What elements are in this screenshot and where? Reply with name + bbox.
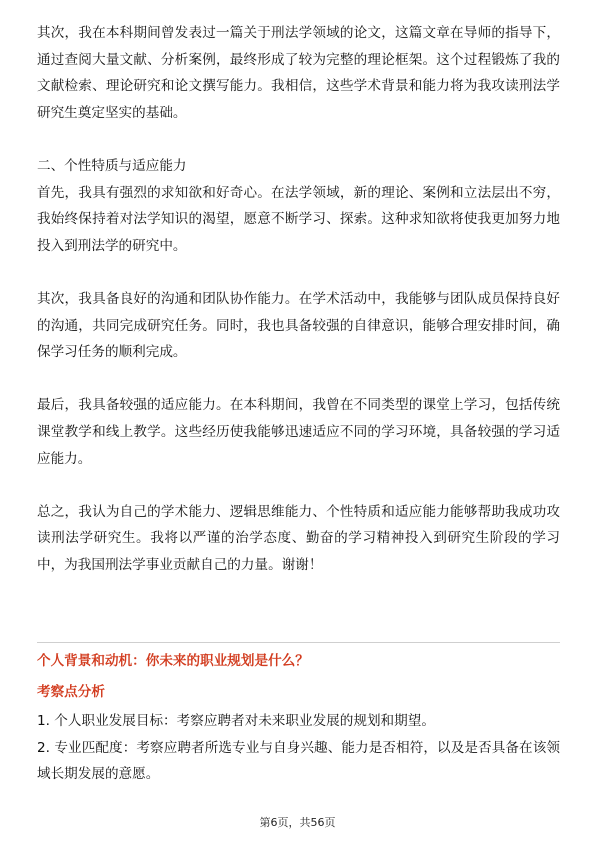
section-divider	[37, 642, 560, 643]
paragraph-curiosity: 首先，我具有强烈的求知欲和好奇心。在法学领域，新的理论、案例和立法层出不穷，我始终保持着对法学知识的渴望，愿意不断学习、探索。这种求知欲将使我更加努力地投入到刑法学的研究中。	[37, 184, 560, 254]
analysis-heading: 考察点分析	[37, 684, 105, 700]
body-content	[37, 20, 560, 578]
question-title: 个人背景和动机：你未来的职业规划是什么？	[37, 653, 309, 669]
list-item: 1. 个人职业发展目标：考察应聘者对未来职业发展的规划和期望。	[37, 713, 435, 729]
section-heading-personality: 二、个性特质与适应能力	[37, 157, 187, 174]
paragraph-academic-paper: 其次，我在本科期间曾发表过一篇关于刑法学领域的论文，这篇文章在导师的指导下，通过查阅大量文献、分析案例，最终形成了较为完整的理论框架。这个过程锻炼了我的文献检索、理论研究和论文撰写能力。我相信，这些学术背景和能力将为我攻读刑法学研究生奠定坚实的基础。	[37, 25, 560, 121]
analysis-list	[37, 708, 560, 788]
list-item: 2. 专业匹配度：考察应聘者所选专业与自身兴趣、能力是否相符，以及是否具备在该领域长期发展的意愿。	[37, 739, 560, 783]
paragraph-adaptability: 最后，我具备较强的适应能力。在本科期间，我曾在不同类型的课堂上学习，包括传统课堂教学和线上教学。这些经历使我能够迅速适应不同的学习环境，具备较强的学习适应能力。	[37, 397, 560, 467]
page-number: 第6页，共56页	[259, 816, 336, 829]
paragraph-teamwork: 其次，我具备良好的沟通和团队协作能力。在学术活动中，我能够与团队成员保持良好的沟通，共同完成研究任务。同时，我也具备较强的自律意识，能够合理安排时间，确保学习任务的顺利完成。	[37, 290, 560, 361]
paragraph-conclusion: 总之，我认为自己的学术能力、逻辑思维能力、个性特质和适应能力能够帮助我成功攻读刑法学研究生。我将以严谨的治学态度、勤奋的学习精神投入到研究生阶段的学习中，为我国刑法学事业贡献自己的力量。谢谢！	[37, 503, 560, 573]
